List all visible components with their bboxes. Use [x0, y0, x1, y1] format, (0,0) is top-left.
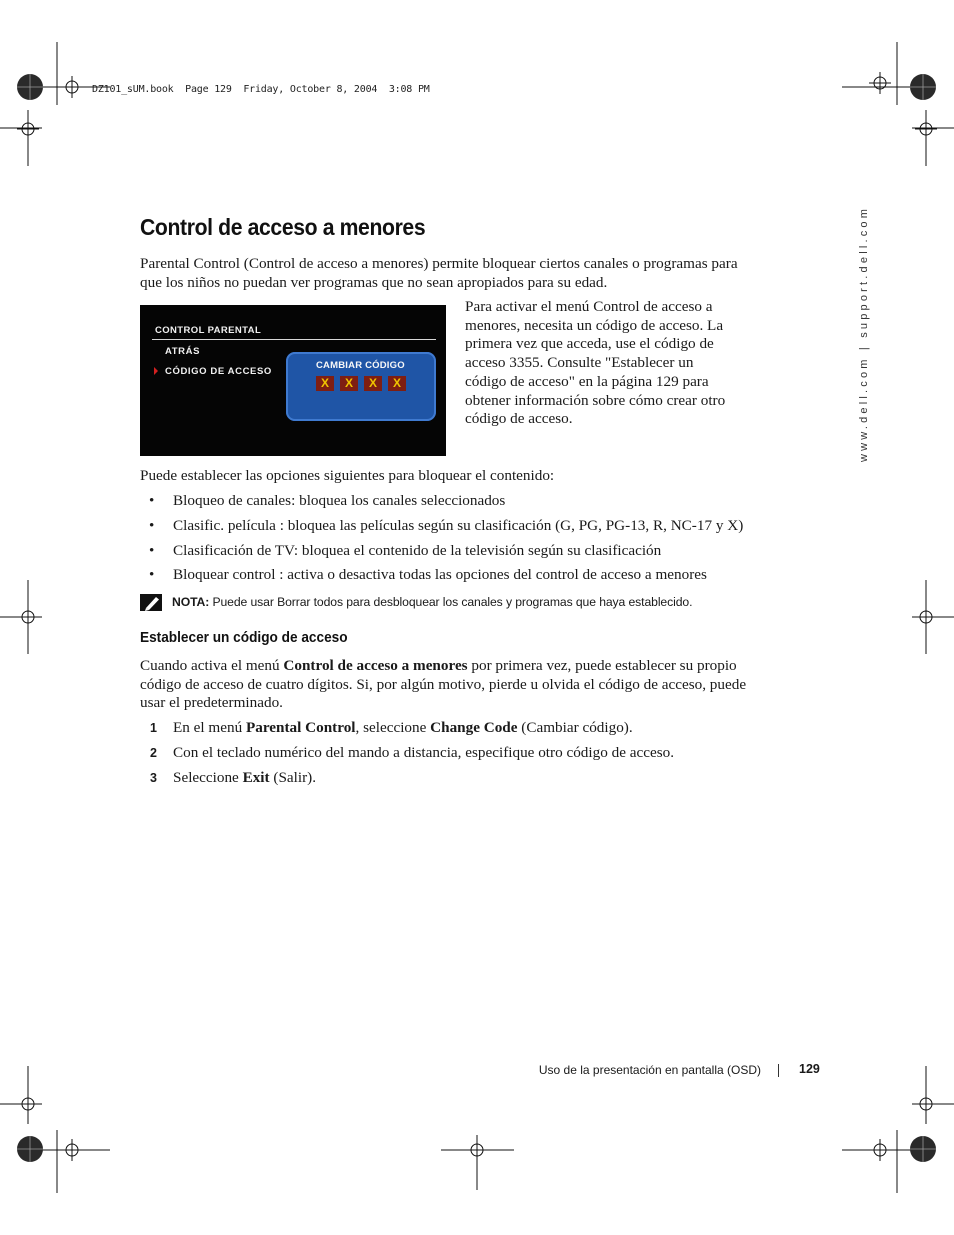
list-item-text: Bloqueo de canales: bloquea los canales seleccionados — [173, 492, 506, 509]
intro-paragraph: Parental Control (Control de acceso a menores) permite bloquear ciertos canales o programas para que los niños no puedan ver programas que no sean apropiados para su edad. — [140, 255, 738, 291]
step-number: 1 — [150, 721, 157, 735]
step-bold: Change Code — [430, 719, 518, 736]
footer-divider — [778, 1064, 779, 1077]
step-text: Seleccione — [173, 768, 243, 786]
step-item — [140, 719, 780, 744]
list-item-text: Clasificación de TV: bloquea el contenido de la televisión según su clasificación — [173, 541, 662, 559]
bullet-icon: • — [149, 492, 155, 509]
step-bold: Exit — [242, 768, 270, 786]
step-text: (Salir). — [269, 768, 316, 786]
print-header: DZ101_sUM.book Page 129 Friday, October 8, 2004 3:08 PM — [92, 84, 430, 95]
step-text: (Cambiar código). — [517, 719, 633, 736]
list-item — [140, 542, 780, 567]
bullet-icon: • — [149, 566, 155, 584]
estab-paragraph — [140, 657, 770, 713]
options-list — [140, 492, 780, 591]
estab-text: por primera vez, puede establecer su propio código de acceso de cuatro dígitos. Si, por algún motivo, pierde u olvida el código de acceso, puede usar el predeterminado. — [140, 657, 747, 711]
step-item — [140, 769, 780, 794]
parental-control-screenshot — [140, 305, 446, 456]
step-number: 3 — [150, 770, 157, 785]
estab-text: Cuando activa el menú — [140, 657, 284, 674]
page-title: Control de acceso a menores — [140, 214, 426, 240]
note — [140, 594, 780, 612]
note-label: NOTA: — [172, 595, 210, 609]
list-item-text: Bloquear control : activa o desactiva todas las opciones del control de acceso a menores — [173, 566, 707, 584]
osd-item-atras: ATRÁS — [165, 346, 201, 357]
code-digit: X — [388, 376, 406, 391]
change-code-panel — [286, 352, 436, 421]
osd-divider — [152, 339, 436, 340]
estab-bold: Control de acceso a menores — [283, 657, 468, 674]
list-item — [140, 566, 780, 591]
note-pencil-icon — [140, 594, 162, 611]
page-number: 129 — [799, 1062, 820, 1076]
side-url: www.dell.com | support.dell.com — [858, 205, 870, 462]
osd-item-codigo: CÓDIGO DE ACCESO — [165, 366, 272, 377]
note-body: Puede usar Borrar todos para desbloquear los canales y programas que haya establecido. — [209, 595, 693, 609]
side-paragraph: Para activar el menú Control de acceso a menores, necesita un código de acceso. La primera vez que acceda, use el código de acceso 3355. Consulte "Establecer un código de acceso" en la página 129 para obtener información sobre cómo crear otro código de acceso. — [465, 298, 726, 428]
code-digit: X — [340, 376, 358, 391]
osd-menu-title: CONTROL PARENTAL — [155, 325, 262, 336]
step-text: , seleccione — [355, 719, 431, 736]
options-intro: Puede establecer las opciones siguientes para bloquear el contenido: — [140, 467, 555, 484]
step-item — [140, 744, 780, 769]
bullet-icon: • — [149, 541, 155, 559]
step-text: Con el teclado numérico del mando a distancia, especifique otro código de acceso. — [173, 743, 675, 761]
step-bold: Parental Control — [245, 719, 356, 736]
list-item — [140, 492, 780, 517]
footer-section-title: Uso de la presentación en pantalla (OSD) — [538, 1063, 761, 1077]
code-digit: X — [316, 376, 334, 391]
note-text — [172, 595, 692, 609]
step-number: 2 — [150, 745, 157, 760]
panel-title: CAMBIAR CÓDIGO — [316, 360, 405, 371]
list-item-text: Clasific. película : bloquea las películas según su clasificación (G, PG, PG-13, R, NC-17 y X) — [173, 516, 744, 534]
section-heading: Establecer un código de acceso — [140, 630, 348, 646]
selection-arrow-icon — [154, 367, 158, 375]
bullet-icon: • — [149, 516, 155, 534]
steps-list — [140, 719, 780, 793]
code-digit: X — [364, 376, 382, 391]
list-item — [140, 517, 780, 542]
step-text: En el menú — [173, 719, 246, 736]
